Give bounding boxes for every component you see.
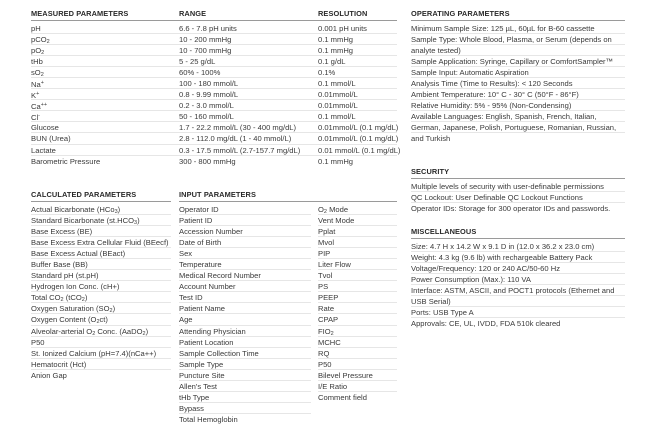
parameter-resolution: 0.1 mmHg <box>318 156 354 166</box>
calculated-item-text-suffix-2: ) <box>84 293 88 303</box>
calculated-item-subscript: 2 <box>96 319 100 326</box>
security-divider <box>411 178 625 179</box>
miscellaneous-line: USB Serial) <box>411 296 625 307</box>
parameter-resolution: 0.001 pH units <box>318 24 367 33</box>
measured-row <box>31 145 401 156</box>
parameter-name-subscript: 2 <box>46 39 50 46</box>
input-item <box>318 281 397 292</box>
input-item: Patient Name <box>179 303 311 314</box>
input-item <box>318 392 397 403</box>
input-item: Total Hemoglobin <box>179 414 238 424</box>
miscellaneous-heading: MISCELLANEOUS <box>411 227 477 236</box>
input-item <box>318 215 397 226</box>
calculated-item-text: Buffer Base (BB) <box>31 260 88 270</box>
input-item <box>318 248 397 259</box>
input-item-text-suffix: Mode <box>326 205 349 214</box>
parameter-name-text: pO <box>31 46 42 56</box>
calculated-item-subscript: 2 <box>92 330 96 337</box>
operating-line: German, Japanese, Polish, Portuguese, Romanian, Russian, <box>411 122 625 133</box>
calculated-item-subscript-2: 2 <box>142 330 146 337</box>
input-item-text: I/E Ratio <box>318 381 348 391</box>
security-lines <box>411 181 625 214</box>
input-item-text: Rate <box>318 304 335 314</box>
input-column-2 <box>318 204 397 403</box>
miscellaneous-line: Power Consumption (Max.): 110 VA <box>411 274 625 285</box>
calculated-item-subscript: 2 <box>60 297 64 304</box>
parameter-resolution: 0.01 mmol/L (0.1 mg/dL) <box>318 145 401 155</box>
parameter-range: 300 - 800 mmHg <box>179 156 236 166</box>
parameter-name-superscript: - <box>38 113 41 120</box>
miscellaneous-line: Voltage/Frequency: 120 or 240 AC/50-60 Hz <box>411 263 625 274</box>
security-line: QC Lockout: User Definable QC Lockout Functions <box>411 192 625 203</box>
parameter-name: BUN (Urea) <box>31 134 71 144</box>
input-item-text: RQ <box>318 348 330 358</box>
calculated-item <box>31 281 171 292</box>
calculated-item-text-suffix: ) <box>117 205 121 214</box>
parameter-resolution: 0.1% <box>318 68 336 78</box>
parameter-name: Glucose <box>31 123 59 133</box>
parameter-name-text: Cl <box>31 113 39 123</box>
parameter-range: 10 - 700 mmHg <box>179 46 232 56</box>
input-item <box>318 303 397 314</box>
input-item-text: PEEP <box>318 293 339 303</box>
parameter-name-text: pCO <box>31 35 47 45</box>
input-item-text: P50 <box>318 359 332 369</box>
miscellaneous-line: Weight: 4.3 kg (9.6 lb) with rechargeable Battery Pack <box>411 252 625 263</box>
input-item: Date of Birth <box>179 237 311 248</box>
calculated-item-text: Base Excess Actual (BEact) <box>31 249 126 259</box>
operating-line: analyte tested) <box>411 45 625 56</box>
parameter-name-subscript: 2 <box>41 50 45 57</box>
calculated-item-subscript: 2 <box>109 308 113 315</box>
operating-divider <box>411 20 625 21</box>
calculated-item <box>31 348 171 359</box>
measured-row <box>31 45 397 56</box>
input-item-text: Vent Mode <box>318 216 355 226</box>
parameter-range: 5 - 25 g/dL <box>179 57 216 67</box>
parameter-name-text: Ca <box>31 102 41 112</box>
calculated-item <box>31 259 171 270</box>
calculated-item <box>31 337 171 348</box>
parameter-resolution: 0.01mmol/L <box>318 101 358 111</box>
measured-row <box>31 122 397 133</box>
calculated-item-text: Actual Bicarbonate (HCo <box>31 205 115 214</box>
input-item: tHb Type <box>179 392 311 403</box>
input-item-text: Pplat <box>318 227 336 237</box>
calculated-item <box>31 237 171 248</box>
operating-line: Sample Type: Whole Blood, Plasma, or Serum (depends on <box>411 34 625 45</box>
security-section <box>411 167 625 214</box>
calculated-item <box>31 370 171 381</box>
security-line: Operator IDs: Storage for 300 operator IDs and passwords. <box>411 204 611 214</box>
input-item: Operator ID <box>179 204 311 215</box>
input-item-text: PIP <box>318 249 331 259</box>
input-item: Accession Number <box>179 226 311 237</box>
input-item <box>318 259 397 270</box>
input-item-text: Mvol <box>318 238 335 248</box>
input-item-subscript: 2 <box>323 209 327 215</box>
miscellaneous-section <box>411 227 625 329</box>
input-item: Sample Collection Time <box>179 348 311 359</box>
calculated-item-text: Standard Bicarbonate (st.HCO <box>31 216 134 226</box>
calculated-item-text: Oxygen Content (O <box>31 315 97 325</box>
input-item-text: MCHC <box>318 337 341 347</box>
calculated-item-text: Oxygen Saturation (SO <box>31 304 110 314</box>
input-item-subscript: 2 <box>330 330 334 337</box>
measured-row <box>31 100 397 111</box>
measured-rows <box>31 23 401 167</box>
calculated-item-text: Hydrogen Ion Conc. (cH+) <box>31 282 120 292</box>
calculated-parameters-section <box>31 190 171 381</box>
calculated-item-text: Total CO <box>31 293 61 303</box>
parameter-resolution: 0.1 mmol/L <box>318 79 356 89</box>
input-parameters-heading: INPUT PARAMETERS <box>179 190 257 199</box>
input-item-text: Tvol <box>318 271 333 281</box>
parameter-resolution: 0.01mmol/L (0.1 mg/dL) <box>318 123 399 133</box>
calculated-item <box>31 204 171 215</box>
input-item: Bypass <box>179 403 311 414</box>
calculated-item-text-suffix: ) <box>112 304 116 314</box>
measured-row <box>31 89 397 100</box>
parameter-range: 10 - 200 mmHg <box>179 35 232 45</box>
calculated-item-text-suffix: ) <box>137 216 140 226</box>
parameter-resolution: 0.1 g/dL <box>318 57 346 67</box>
calculated-item <box>31 314 171 325</box>
parameter-name-superscript: + <box>36 91 40 98</box>
operating-line: Sample Input: Automatic Aspiration <box>411 67 625 78</box>
calculated-item <box>31 326 171 337</box>
input-item <box>318 337 397 348</box>
calculated-item-text-suffix: Conc. (AaDO <box>95 326 143 336</box>
calculated-item-subscript: 3 <box>134 220 138 227</box>
input-item-text: FIO <box>318 326 331 336</box>
input-parameters-section <box>179 190 397 424</box>
operating-parameters-heading: OPERATING PARAMETERS <box>411 9 510 18</box>
calculated-item-text: Anion Gap <box>31 370 67 380</box>
input-item-text: Comment field <box>318 392 367 402</box>
measured-row <box>31 111 397 122</box>
parameter-name: Barometric Pressure <box>31 156 101 166</box>
range-heading: RANGE <box>179 9 207 18</box>
input-item <box>318 314 397 325</box>
measured-row <box>31 56 397 67</box>
parameter-name-text: K <box>31 91 37 101</box>
input-item: Attending Physician <box>179 326 311 337</box>
miscellaneous-lines <box>411 241 625 329</box>
calculated-item-text-suffix: ct) <box>99 315 108 325</box>
input-item <box>318 237 397 248</box>
measured-row <box>31 156 397 167</box>
measured-row <box>31 34 397 45</box>
input-item: Allen's Test <box>179 381 311 392</box>
calculated-item <box>31 292 171 303</box>
calculated-item <box>31 303 171 314</box>
input-item: Patient Location <box>179 337 311 348</box>
measured-parameters-section <box>31 9 401 167</box>
parameter-resolution: 0.1 mmol/L <box>318 112 356 122</box>
input-item-text: O <box>318 205 324 214</box>
input-item <box>318 292 397 303</box>
calculated-rows <box>31 204 171 381</box>
calculated-item <box>31 215 171 226</box>
calculated-divider <box>31 201 171 202</box>
parameter-name: pH <box>31 24 41 33</box>
input-item: Sample Type <box>179 359 311 370</box>
miscellaneous-line: Approvals: CE, UL, IVDD, FDA 510k cleared <box>411 319 561 329</box>
input-item <box>318 370 397 381</box>
input-item-text: Liter Flow <box>318 260 351 270</box>
input-item <box>318 270 397 281</box>
calculated-parameters-heading: CALCULATED PARAMETERS <box>31 190 137 199</box>
measured-row <box>31 78 397 89</box>
input-item: Sex <box>179 248 311 259</box>
input-divider <box>179 201 397 202</box>
miscellaneous-divider <box>411 238 625 239</box>
input-item-text: PS <box>318 282 329 292</box>
parameter-resolution: 0.01mmol/L <box>318 90 358 100</box>
input-item <box>318 226 397 237</box>
calculated-item-text: Hematocrit (Hct) <box>31 359 87 369</box>
calculated-item-text: Standard pH (st.pH) <box>31 271 99 281</box>
parameter-name-text: sO <box>31 68 41 78</box>
parameter-range: 0.2 - 3.0 mmol/L <box>179 101 234 111</box>
measured-row <box>31 133 397 144</box>
measured-row <box>31 67 397 78</box>
calculated-item-text: Alveolar-arterial O <box>31 326 93 336</box>
calculated-item <box>31 226 171 237</box>
operating-line: Minimum Sample Size: 125 µL, 60µL for B-60 cassette <box>411 23 625 34</box>
measured-divider <box>31 20 397 21</box>
parameter-range: 60% - 100% <box>179 68 221 78</box>
operating-lines <box>411 23 625 145</box>
resolution-heading: RESOLUTION <box>318 9 368 18</box>
parameter-range: 6.6 - 7.8 pH units <box>179 24 237 33</box>
operating-line: Sample Application: Syringe, Capillary or ComfortSampler™ <box>411 56 625 67</box>
measured-header-row <box>31 9 397 18</box>
calculated-item-text-suffix: (tCO <box>63 293 82 303</box>
parameter-name: Lactate <box>31 145 56 155</box>
parameter-range: 100 - 180 mmol/L <box>179 79 239 89</box>
input-item: Account Number <box>179 281 311 292</box>
calculated-item-text: P50 <box>31 337 45 347</box>
calculated-item-text-suffix-2: ) <box>145 326 149 336</box>
calculated-item-subscript: 3 <box>114 209 118 215</box>
parameter-resolution: 0.01mmol/L (0.1 mg/dL) <box>318 134 399 144</box>
parameter-range: 0.3 - 17.5 mmol/L (2.7-157.7 mg/dL) <box>179 145 301 155</box>
parameter-resolution: 0.1 mmHg <box>318 46 354 56</box>
miscellaneous-line: Ports: USB Type A <box>411 307 625 318</box>
input-column-1 <box>179 204 311 425</box>
calculated-item <box>31 248 171 259</box>
operating-line: and Turkish <box>411 134 451 144</box>
operating-parameters-section <box>411 9 625 145</box>
input-item: Medical Record Number <box>179 270 311 281</box>
parameter-name-text: Na <box>31 80 41 90</box>
input-item: Puncture Site <box>179 370 311 381</box>
operating-line: Available Languages: English, Spanish, French, Italian, <box>411 111 625 122</box>
parameter-resolution: 0.1 mmHg <box>318 35 354 45</box>
input-item <box>318 381 397 392</box>
calculated-item-text: St. Ionized Calcium (pH=7.4)(nCa++) <box>31 348 157 358</box>
parameter-range: 50 - 160 mmol/L <box>179 112 234 122</box>
parameter-range: 1.7 - 22.2 mmol/L (30 - 400 mg/dL) <box>179 123 297 133</box>
input-item <box>318 204 397 215</box>
calculated-item-subscript-2: 2 <box>81 297 85 304</box>
input-item: Temperature <box>179 259 311 270</box>
parameter-name-superscript: ++ <box>40 102 48 109</box>
input-item: Test ID <box>179 292 311 303</box>
measured-parameters-heading: MEASURED PARAMETERS <box>31 9 129 18</box>
parameter-name: tHb <box>31 57 43 67</box>
security-heading: SECURITY <box>411 167 450 176</box>
input-item: Patient ID <box>179 215 311 226</box>
input-item-text: Bilevel Pressure <box>318 370 373 380</box>
calculated-item-text: Base Excess (BE) <box>31 227 93 237</box>
miscellaneous-line: Size: 4.7 H x 14.2 W x 9.1 D in (12.0 x 36.2 x 23.0 cm) <box>411 241 625 252</box>
input-item-text: CPAP <box>318 315 339 325</box>
input-item <box>318 348 397 359</box>
miscellaneous-line: Interface: ASTM, ASCII, and POCT1 protocols (Ethernet and <box>411 285 625 296</box>
calculated-item-text: Base Excess Extra Cellular Fluid (BEecf) <box>31 238 169 248</box>
operating-line: Relative Humidity: 5% - 95% (Non-Condensing) <box>411 100 625 111</box>
calculated-item <box>31 359 171 370</box>
input-item: Age <box>179 314 311 325</box>
parameter-name-subscript: 2 <box>40 72 44 79</box>
input-item <box>318 359 397 370</box>
parameter-range: 2.8 - 112.0 mg/dL (1 - 40 mmol/L) <box>179 134 292 144</box>
calculated-item <box>31 270 171 281</box>
operating-line: Ambient Temperature: 10° C - 30° C (50°F - 86°F) <box>411 89 625 100</box>
parameter-range: 0.8 - 9.99 mmol/L <box>179 90 239 100</box>
security-line: Multiple levels of security with user-definable permissions <box>411 181 625 192</box>
input-item <box>318 326 397 337</box>
measured-row <box>31 23 397 34</box>
operating-line: Analysis Time (Time to Results): < 120 Seconds <box>411 78 625 89</box>
parameter-name-superscript: + <box>40 80 44 87</box>
